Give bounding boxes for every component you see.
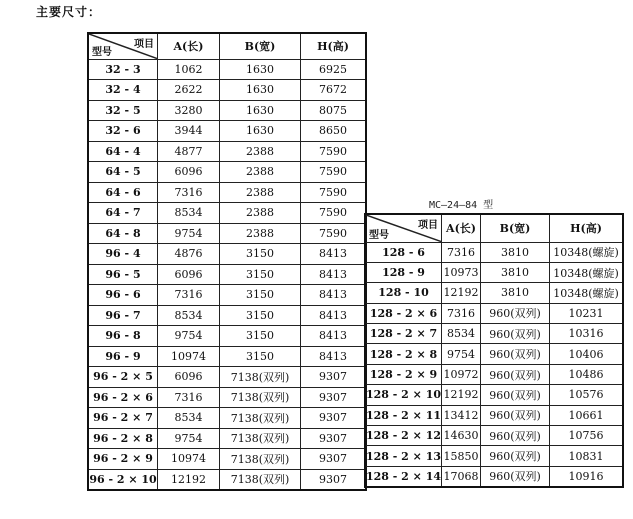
height-cell: 10576 (550, 385, 624, 405)
height-cell: 7590 (301, 162, 367, 183)
table-caption: MC—24—84 型 (429, 200, 494, 211)
length-cell: 8534 (158, 408, 220, 429)
width-cell: 3810 (481, 242, 550, 262)
table-row (365, 262, 623, 282)
model-cell: 96 - 2 × 9 (88, 449, 158, 470)
length-cell: 8534 (158, 305, 220, 326)
width-cell: 1630 (220, 121, 301, 142)
model-cell: 32 - 4 (88, 80, 158, 101)
table-row (365, 283, 623, 303)
length-cell: 9754 (442, 344, 481, 364)
height-cell: 9307 (301, 449, 367, 470)
diagonal-header-cell (365, 214, 442, 242)
width-cell: 7138(双列) (220, 408, 301, 429)
table-row (88, 387, 366, 408)
width-cell: 960(双列) (481, 344, 550, 364)
width-cell: 2388 (220, 203, 301, 224)
table-row (88, 326, 366, 347)
height-cell: 10756 (550, 426, 624, 446)
length-cell: 4876 (158, 244, 220, 265)
height-cell: 8413 (301, 305, 367, 326)
model-cell: 64 - 7 (88, 203, 158, 224)
height-cell: 10316 (550, 324, 624, 344)
table-header-row (365, 214, 623, 242)
table-row (88, 80, 366, 101)
length-cell: 14630 (442, 426, 481, 446)
model-cell: 96 - 2 × 6 (88, 387, 158, 408)
length-cell: 6096 (158, 162, 220, 183)
table-row (365, 364, 623, 384)
length-cell: 6096 (158, 367, 220, 388)
height-cell: 10916 (550, 466, 624, 486)
model-cell: 96 - 8 (88, 326, 158, 347)
length-cell: 3280 (158, 100, 220, 121)
length-cell: 4877 (158, 141, 220, 162)
model-cell: 128 - 2 × 14 (365, 466, 442, 486)
model-cell: 64 - 5 (88, 162, 158, 183)
height-cell: 8413 (301, 326, 367, 347)
table-row (365, 405, 623, 425)
table-row (88, 121, 366, 142)
model-cell: 96 - 2 × 7 (88, 408, 158, 429)
width-cell: 2388 (220, 182, 301, 203)
column-header-length: A(长) (442, 214, 481, 242)
table-row (88, 223, 366, 244)
length-cell: 10973 (442, 262, 481, 282)
table-row (365, 385, 623, 405)
width-cell: 2388 (220, 162, 301, 183)
width-cell: 7138(双列) (220, 469, 301, 490)
model-cell: 128 - 2 × 8 (365, 344, 442, 364)
model-cell: 128 - 2 × 9 (365, 364, 442, 384)
height-cell: 10348(螺旋) (550, 262, 624, 282)
table-row (88, 100, 366, 121)
width-cell: 960(双列) (481, 446, 550, 466)
width-cell: 3150 (220, 346, 301, 367)
length-cell: 13412 (442, 405, 481, 425)
table-row (88, 264, 366, 285)
width-cell: 960(双列) (481, 466, 550, 486)
height-cell: 10348(螺旋) (550, 283, 624, 303)
length-cell: 3944 (158, 121, 220, 142)
width-cell: 7138(双列) (220, 367, 301, 388)
table-row (365, 446, 623, 466)
header-item-label: 项目 (134, 39, 154, 50)
width-cell: 2388 (220, 141, 301, 162)
width-cell: 3150 (220, 244, 301, 265)
model-cell: 128 - 2 × 10 (365, 385, 442, 405)
table-row (365, 303, 623, 323)
table-row (365, 344, 623, 364)
table-header-row (88, 33, 366, 59)
length-cell: 10972 (442, 364, 481, 384)
height-cell: 7672 (301, 80, 367, 101)
height-cell: 6925 (301, 59, 367, 80)
table-row (365, 242, 623, 262)
height-cell: 9307 (301, 428, 367, 449)
width-cell: 960(双列) (481, 405, 550, 425)
page-heading: 主要尺寸： (36, 5, 102, 19)
length-cell: 10974 (158, 346, 220, 367)
height-cell: 8075 (301, 100, 367, 121)
width-cell: 3810 (481, 262, 550, 282)
table-row (365, 426, 623, 446)
length-cell: 2622 (158, 80, 220, 101)
width-cell: 960(双列) (481, 364, 550, 384)
model-cell: 96 - 7 (88, 305, 158, 326)
model-cell: 96 - 4 (88, 244, 158, 265)
table-body (365, 242, 623, 487)
model-cell: 128 - 6 (365, 242, 442, 262)
height-cell: 8650 (301, 121, 367, 142)
column-header-height: H(高) (550, 214, 624, 242)
width-cell: 3150 (220, 264, 301, 285)
column-header-width: B(宽) (220, 33, 301, 59)
model-cell: 64 - 6 (88, 182, 158, 203)
length-cell: 7316 (158, 387, 220, 408)
model-cell: 96 - 2 × 5 (88, 367, 158, 388)
table-row (88, 346, 366, 367)
width-cell: 960(双列) (481, 303, 550, 323)
width-cell: 7138(双列) (220, 428, 301, 449)
model-cell: 96 - 5 (88, 264, 158, 285)
model-cell: 32 - 5 (88, 100, 158, 121)
dimensions-table-left (87, 32, 367, 491)
table-row (88, 182, 366, 203)
length-cell: 9754 (158, 223, 220, 244)
table-row (88, 408, 366, 429)
length-cell: 7316 (158, 285, 220, 306)
model-cell: 32 - 3 (88, 59, 158, 80)
model-cell: 128 - 2 × 11 (365, 405, 442, 425)
height-cell: 7590 (301, 182, 367, 203)
height-cell: 8413 (301, 346, 367, 367)
model-cell: 128 - 2 × 13 (365, 446, 442, 466)
length-cell: 6096 (158, 264, 220, 285)
length-cell: 12192 (442, 385, 481, 405)
height-cell: 8413 (301, 244, 367, 265)
width-cell: 3150 (220, 305, 301, 326)
height-cell: 10831 (550, 446, 624, 466)
height-cell: 9307 (301, 469, 367, 490)
length-cell: 10974 (158, 449, 220, 470)
length-cell: 15850 (442, 446, 481, 466)
diagonal-header-cell (88, 33, 158, 59)
height-cell: 8413 (301, 285, 367, 306)
width-cell: 960(双列) (481, 385, 550, 405)
height-cell: 7590 (301, 223, 367, 244)
width-cell: 3150 (220, 285, 301, 306)
height-cell: 8413 (301, 264, 367, 285)
model-cell: 128 - 9 (365, 262, 442, 282)
height-cell: 10348(螺旋) (550, 242, 624, 262)
height-cell: 9307 (301, 408, 367, 429)
model-cell: 128 - 2 × 12 (365, 426, 442, 446)
model-cell: 96 - 6 (88, 285, 158, 306)
table-row (88, 162, 366, 183)
height-cell: 9307 (301, 387, 367, 408)
length-cell: 12192 (158, 469, 220, 490)
height-cell: 7590 (301, 203, 367, 224)
width-cell: 7138(双列) (220, 387, 301, 408)
length-cell: 8534 (158, 203, 220, 224)
table-row (365, 324, 623, 344)
table-body (88, 59, 366, 490)
width-cell: 3150 (220, 326, 301, 347)
width-cell: 1630 (220, 80, 301, 101)
width-cell: 1630 (220, 100, 301, 121)
width-cell: 2388 (220, 223, 301, 244)
width-cell: 1630 (220, 59, 301, 80)
length-cell: 7316 (158, 182, 220, 203)
table-row (88, 367, 366, 388)
table-row (88, 469, 366, 490)
table-row (88, 141, 366, 162)
model-cell: 64 - 8 (88, 223, 158, 244)
column-header-width: B(宽) (481, 214, 550, 242)
height-cell: 10406 (550, 344, 624, 364)
width-cell: 960(双列) (481, 426, 550, 446)
table-row (88, 59, 366, 80)
table-row (365, 466, 623, 486)
model-cell: 96 - 9 (88, 346, 158, 367)
length-cell: 7316 (442, 303, 481, 323)
header-item-label: 项目 (418, 220, 439, 231)
model-cell: 96 - 2 × 8 (88, 428, 158, 449)
model-cell: 128 - 2 × 6 (365, 303, 442, 323)
model-cell: 128 - 10 (365, 283, 442, 303)
width-cell: 3810 (481, 283, 550, 303)
length-cell: 7316 (442, 242, 481, 262)
table-row (88, 449, 366, 470)
length-cell: 8534 (442, 324, 481, 344)
table-row (88, 244, 366, 265)
column-header-length: A(长) (158, 33, 220, 59)
length-cell: 12192 (442, 283, 481, 303)
model-cell: 96 - 2 × 10 (88, 469, 158, 490)
model-cell: 128 - 2 × 7 (365, 324, 442, 344)
model-cell: 32 - 6 (88, 121, 158, 142)
length-cell: 9754 (158, 326, 220, 347)
height-cell: 10661 (550, 405, 624, 425)
width-cell: 7138(双列) (220, 449, 301, 470)
header-model-label: 型号 (92, 46, 112, 58)
table-row (88, 285, 366, 306)
length-cell: 17068 (442, 466, 481, 486)
length-cell: 1062 (158, 59, 220, 80)
height-cell: 10231 (550, 303, 624, 323)
dimensions-table-right (364, 213, 624, 488)
table-row (88, 428, 366, 449)
length-cell: 9754 (158, 428, 220, 449)
width-cell: 960(双列) (481, 324, 550, 344)
height-cell: 7590 (301, 141, 367, 162)
height-cell: 9307 (301, 367, 367, 388)
table-row (88, 305, 366, 326)
model-cell: 64 - 4 (88, 141, 158, 162)
height-cell: 10486 (550, 364, 624, 384)
table-row (88, 203, 366, 224)
column-header-height: H(高) (301, 33, 367, 59)
header-model-label: 型号 (369, 229, 389, 241)
